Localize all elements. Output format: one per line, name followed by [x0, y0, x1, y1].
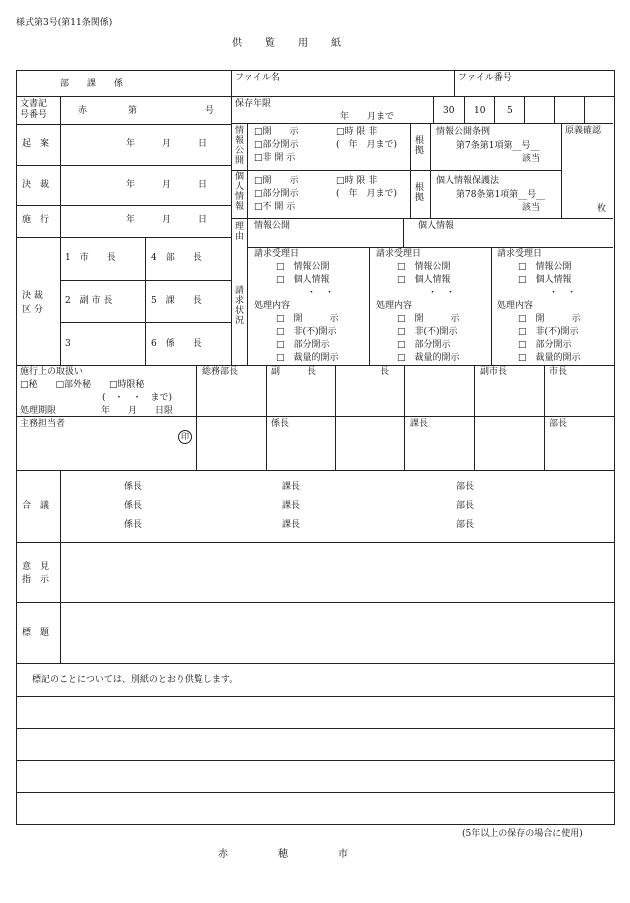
rule	[494, 96, 495, 123]
joho-konkyo-label: 根拠	[414, 136, 424, 156]
rule	[404, 365, 405, 470]
gougi-kacho-3: 課長	[282, 520, 301, 530]
retention-label: 保存年限	[235, 99, 272, 109]
kojin-timelimit[interactable]: □時 限 非	[336, 176, 378, 186]
page-title: 供 覧 用 紙	[232, 38, 342, 49]
kojin-open[interactable]: □開 示	[254, 176, 299, 186]
kian-label: 起 案	[22, 139, 50, 149]
dai-label: 第	[128, 106, 138, 116]
rule	[17, 365, 614, 366]
go-label: 号	[205, 106, 215, 116]
shori-non-1[interactable]: □ 非(不)開示	[276, 327, 337, 337]
shori-discretionary-1[interactable]: □ 裁量的開示	[276, 353, 339, 363]
rule	[554, 96, 555, 123]
joho-label: 情報公開	[234, 126, 244, 166]
tanto-bucho: 部長	[549, 419, 568, 429]
shori-label-3: 処理内容	[497, 301, 534, 311]
rule	[369, 247, 370, 366]
mayor-label: 市長	[549, 367, 568, 377]
kojin-partial[interactable]: □部分開示	[254, 189, 299, 199]
general-director-label: 総務部長	[202, 367, 239, 377]
request-kojin-3[interactable]: □ 個人情報	[518, 275, 572, 285]
kojin-time-paren: ( 年 月まで)	[336, 189, 398, 199]
rule	[430, 123, 431, 218]
tanto-kacho: 課長	[410, 419, 429, 429]
request-dots-3: ・ ・	[549, 288, 577, 298]
shori-discretionary-2[interactable]: □ 裁量的開示	[397, 353, 460, 363]
rule	[474, 365, 475, 470]
rule	[247, 247, 613, 248]
shori-partial-3[interactable]: □ 部分開示	[518, 340, 572, 350]
kojin-label: 個人情報	[234, 172, 244, 212]
rule	[17, 237, 231, 238]
rule	[433, 96, 434, 123]
joho-ordinance: 情報公開条例	[436, 127, 491, 137]
kubun-vice-mayor[interactable]: 2 副 市 長	[65, 296, 113, 306]
form-frame	[16, 70, 615, 825]
joho-open[interactable]: □開 示	[254, 127, 299, 137]
rule	[17, 205, 231, 206]
kojin-law: 個人情報保護法	[436, 176, 500, 186]
joho-nonopen[interactable]: □非 開 示	[254, 153, 296, 163]
handling-until: ( ・ ・ まで)	[102, 393, 173, 403]
gougi-kacho-2: 課長	[282, 501, 301, 511]
joho-time-paren: ( 年 月まで)	[336, 140, 398, 150]
joho-gaito: 該当	[522, 154, 541, 164]
riyu-kojin: 個人情報	[418, 221, 455, 231]
rule	[231, 170, 561, 171]
cho-label: 長	[380, 367, 390, 377]
deadline-date[interactable]: 年 月 日限	[101, 406, 174, 416]
request-dots-1: ・ ・	[307, 288, 335, 298]
handling-label: 施行上の取扱い	[20, 367, 84, 377]
notice-text: 標記のことについては、別紙のとおり供覧します。	[32, 675, 239, 685]
shori-label-1: 処理内容	[254, 301, 291, 311]
rule	[17, 124, 231, 125]
rule	[410, 123, 411, 218]
gougi-kacho-1: 課長	[282, 482, 301, 492]
shiko-date[interactable]: 年 月 日	[126, 215, 208, 225]
rule	[231, 70, 232, 366]
rule	[145, 237, 146, 365]
rule	[17, 792, 614, 793]
rule	[247, 123, 248, 366]
doc-number-label: 文書記 号番号	[20, 99, 48, 120]
request-received-2: 請求受理日	[376, 249, 422, 259]
request-joho-2[interactable]: □ 情報公開	[397, 262, 451, 272]
rule	[524, 96, 525, 123]
kubun-kakaricho[interactable]: 6 係 長	[151, 339, 202, 349]
vice-mayor-label: 副市長	[480, 367, 508, 377]
kojin-article[interactable]: 第78条第1項第__号__	[456, 190, 546, 200]
gougi-label: 合 議	[22, 501, 50, 511]
tanto-kakari: 係長	[271, 419, 290, 429]
rule	[561, 123, 562, 218]
shori-open-3[interactable]: □ 開 示	[518, 314, 581, 324]
rule	[17, 165, 231, 166]
file-name-label: ファイル名	[235, 73, 280, 83]
opinion-label: 意 見 指 示	[22, 562, 50, 585]
joho-partial[interactable]: □部分開示	[254, 140, 299, 150]
shori-non-3[interactable]: □ 非(不)開示	[518, 327, 579, 337]
rule	[196, 365, 197, 470]
request-received-3: 請求受理日	[497, 249, 543, 259]
shiko-label: 施 行	[22, 215, 50, 225]
rule	[17, 470, 614, 471]
request-dots-2: ・ ・	[428, 288, 456, 298]
city-name: 赤 穂 市	[218, 849, 348, 860]
shori-open-1[interactable]: □ 開 示	[276, 314, 339, 324]
kubun-3[interactable]: 3	[65, 339, 71, 349]
rule	[335, 365, 336, 470]
rule	[491, 247, 492, 366]
rule	[454, 70, 455, 97]
request-status-label: 請求状況	[234, 286, 244, 326]
file-number-label: ファイル番号	[458, 73, 512, 83]
footer-note: (5年以上の保存の場合に使用)	[462, 829, 583, 839]
rule	[17, 602, 614, 603]
mai-label: 枚	[597, 204, 607, 214]
gougi-bucho-2: 部長	[456, 501, 475, 511]
rule	[266, 365, 267, 470]
kessai-date[interactable]: 年 月 日	[126, 180, 208, 190]
rule	[60, 470, 61, 663]
request-joho-1[interactable]: □ 情報公開	[276, 262, 330, 272]
retention-5[interactable]: 5	[507, 106, 513, 116]
aka-label: 赤	[78, 106, 88, 116]
seal-icon: 印	[178, 430, 192, 444]
kubun-mayor[interactable]: 1 市 長	[65, 253, 116, 263]
retention-until: 年 月まで	[340, 112, 395, 122]
vice-label: 副 長	[271, 367, 317, 377]
subject-label: 標 題	[22, 628, 50, 638]
rule	[464, 96, 465, 123]
shori-partial-1[interactable]: □ 部分開示	[276, 340, 330, 350]
kojin-gaito: 該当	[522, 203, 541, 213]
riyu-joho: 情報公開	[254, 221, 291, 231]
rule	[17, 760, 614, 761]
retention-10[interactable]: 10	[474, 106, 486, 116]
kojin-konkyo-label: 根拠	[414, 183, 424, 203]
shori-partial-2[interactable]: □ 部分開示	[397, 340, 451, 350]
kubun-kacho[interactable]: 5 課 長	[151, 296, 202, 306]
shori-open-2[interactable]: □ 開 示	[397, 314, 460, 324]
rule	[544, 365, 545, 470]
request-kojin-1[interactable]: □ 個人情報	[276, 275, 330, 285]
kessai-kubun-label: 決 裁 区 分	[22, 291, 43, 315]
request-received-1: 請求受理日	[254, 249, 300, 259]
kian-date[interactable]: 年 月 日	[126, 139, 208, 149]
gougi-kakari-3: 係長	[124, 520, 143, 530]
rule	[60, 96, 61, 365]
riyu-label: 理由	[234, 222, 244, 242]
kojin-nonopen[interactable]: □不 開 示	[254, 202, 296, 212]
shori-label-2: 処理内容	[376, 301, 413, 311]
retention-30[interactable]: 30	[443, 106, 455, 116]
rule	[584, 96, 585, 123]
gougi-kakari-2: 係長	[124, 501, 143, 511]
rule	[17, 728, 614, 729]
tanto-label: 主務担当者	[20, 419, 66, 429]
shori-discretionary-3[interactable]: □ 裁量的開示	[518, 353, 581, 363]
deadline-label: 処理期限	[20, 406, 57, 416]
joho-article[interactable]: 第7条第1項第__号__	[456, 141, 540, 151]
dept-label: 部 課 係	[60, 79, 124, 89]
rule	[231, 123, 613, 124]
form-number: 様式第3号(第11条関係)	[16, 18, 113, 28]
kubun-bucho[interactable]: 4 部 長	[151, 253, 202, 263]
rule	[231, 218, 613, 219]
gougi-kakari-1: 係長	[124, 482, 143, 492]
request-joho-3[interactable]: □ 情報公開	[518, 262, 572, 272]
rule	[17, 663, 614, 664]
gougi-bucho-3: 部長	[456, 520, 475, 530]
handling-options[interactable]: □秘 □部外秘 □時限秘	[20, 380, 145, 390]
request-kojin-2[interactable]: □ 個人情報	[397, 275, 451, 285]
gougi-bucho-1: 部長	[456, 482, 475, 492]
rule	[403, 218, 404, 247]
rule	[17, 696, 614, 697]
rule	[17, 542, 614, 543]
joho-timelimit[interactable]: □時 限 非	[336, 127, 378, 137]
shori-non-2[interactable]: □ 非(不)開示	[397, 327, 458, 337]
original-check-label: 原義確認	[565, 126, 602, 136]
kessai-label: 決 裁	[22, 180, 50, 190]
